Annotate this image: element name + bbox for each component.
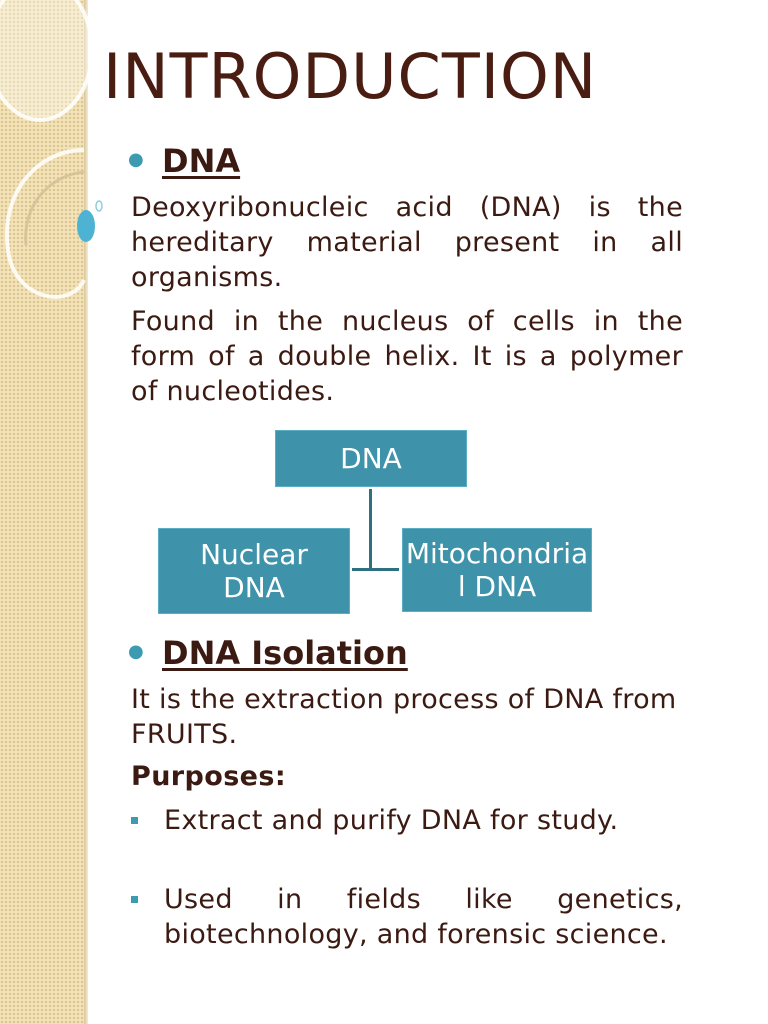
section-heading-dna-isolation: [128, 634, 432, 672]
diagram-mitochondrial-box: [402, 528, 592, 612]
purpose-item-text: Used in fields like genetics, biotechnology, and forensic science.: [164, 884, 683, 950]
diagram-mitochondrial-label: Mitochondrial DNA: [405, 537, 589, 603]
purpose-item: [131, 882, 683, 952]
square-bullet-icon: [131, 896, 138, 903]
diagram-nuclear-box: [158, 528, 350, 614]
paragraph-dna-definition: Deoxyribonucleic acid (DNA) is the hereditary material present in all organisms.: [131, 192, 683, 293]
bullet-dot-icon: ●: [128, 640, 144, 662]
paragraph-isolation: It is the extraction process of DNA from FRUITS.: [131, 684, 677, 750]
section-heading-text: DNA Isolation: [162, 634, 408, 672]
purpose-item-text: Extract and purify DNA for study.: [164, 805, 619, 836]
diagram-connector-horizontal: [352, 568, 399, 571]
paragraph-dna-location: Found in the nucleus of cells in the form of a double helix. It is a polymer of nucleotides.: [131, 306, 683, 407]
purpose-item: [131, 803, 683, 838]
section-heading-dna: [128, 142, 240, 180]
decorative-swirl: [0, 0, 110, 330]
diagram-root-box: DNA: [275, 430, 467, 487]
page-title: INTRODUCTION: [103, 40, 598, 113]
purposes-label: Purposes:: [131, 761, 287, 792]
decorative-bead-icon: [77, 210, 95, 242]
diagram-nuclear-label: Nuclear DNA: [200, 538, 308, 604]
section-heading-text: DNA: [162, 142, 241, 180]
bullet-dot-icon: ●: [128, 148, 144, 170]
diagram-connector-vertical: [369, 489, 372, 571]
square-bullet-icon: [131, 817, 138, 824]
